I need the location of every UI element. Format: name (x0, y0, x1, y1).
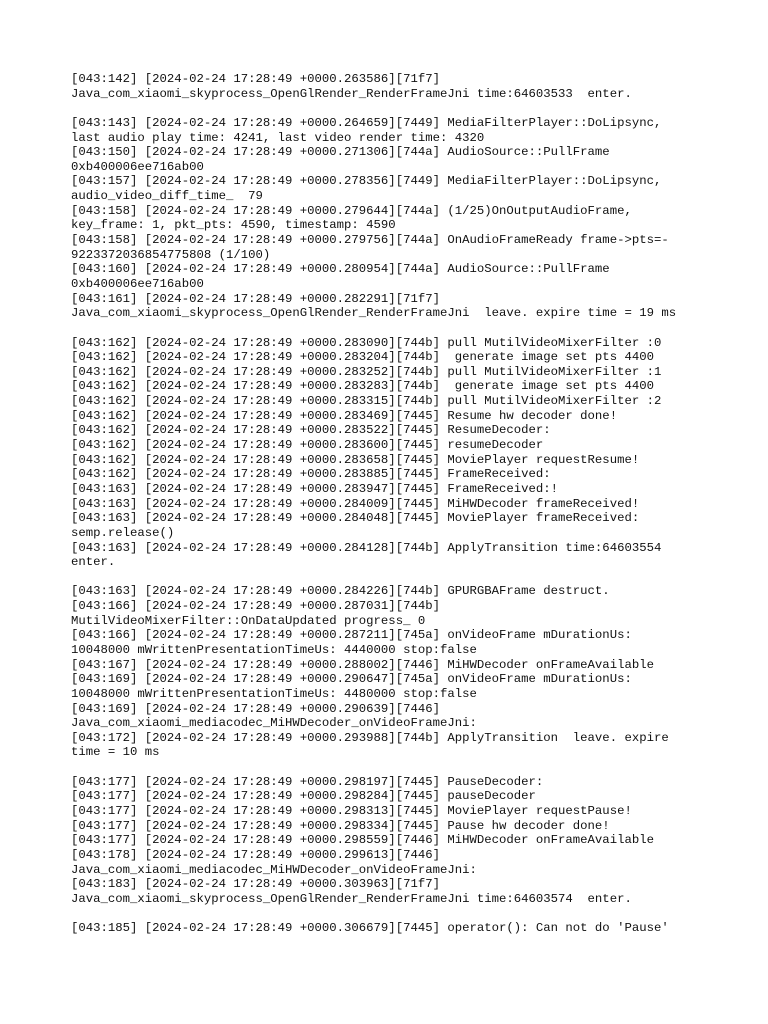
log-document (71, 72, 751, 936)
log-line: [043:161] [2024-02-24 17:28:49 +0000.282291][71f7] (71, 291, 440, 306)
log-line: [043:177] [2024-02-24 17:28:49 +0000.298313][7445] MoviePlayer requestPause! (71, 804, 632, 819)
log-line: last audio play time: 4241, last video render time: 4320 (71, 130, 485, 145)
log-line: [043:163] [2024-02-24 17:28:49 +0000.284009][7445] MiHWDecoder frameReceived! (71, 496, 640, 511)
log-line: [043:162] [2024-02-24 17:28:49 +0000.283658][7445] MoviePlayer requestResume! (71, 452, 640, 467)
log-line: [043:172] [2024-02-24 17:28:49 +0000.293988][744b] ApplyTransition leave. expire (71, 730, 669, 745)
log-line: 9223372036854775808 (1/100) (71, 247, 271, 262)
block-separator (71, 760, 751, 775)
log-line: [043:163] [2024-02-24 17:28:49 +0000.284128][744b] ApplyTransition time:64603554 (71, 540, 662, 555)
block-separator (71, 907, 751, 922)
log-line: [043:158] [2024-02-24 17:28:49 +0000.279644][744a] (1/25)OnOutputAudioFrame, (71, 203, 632, 218)
log-line: 10048000 mWrittenPresentationTimeUs: 4480000 stop:false (71, 686, 477, 701)
log-line: [043:177] [2024-02-24 17:28:49 +0000.298284][7445] pauseDecoder (71, 789, 536, 804)
block-separator (71, 321, 751, 336)
log-line: [043:185] [2024-02-24 17:28:49 +0000.306679][7445] operator(): Can not do 'Pause' (71, 921, 669, 936)
log-line: [043:163] [2024-02-24 17:28:49 +0000.283947][7445] FrameReceived:! (71, 481, 559, 496)
log-line: [043:162] [2024-02-24 17:28:49 +0000.283283][744b] generate image set pts 4400 (71, 379, 654, 394)
log-line: [043:143] [2024-02-24 17:28:49 +0000.264659][7449] MediaFilterPlayer::DoLipsync, (71, 115, 662, 130)
log-line: [043:166] [2024-02-24 17:28:49 +0000.287211][745a] onVideoFrame mDurationUs: (71, 628, 632, 643)
log-line: [043:163] [2024-02-24 17:28:49 +0000.284048][7445] MoviePlayer frameReceived: (71, 511, 640, 526)
log-line: [043:158] [2024-02-24 17:28:49 +0000.279756][744a] OnAudioFrameReady frame->pts=- (71, 233, 669, 248)
log-line: [043:177] [2024-02-24 17:28:49 +0000.298197][7445] PauseDecoder: (71, 774, 544, 789)
log-line: [043:177] [2024-02-24 17:28:49 +0000.298559][7446] MiHWDecoder onFrameAvailable (71, 833, 654, 848)
log-line: [043:167] [2024-02-24 17:28:49 +0000.288002][7446] MiHWDecoder onFrameAvailable (71, 657, 654, 672)
log-line: [043:183] [2024-02-24 17:28:49 +0000.303963][71f7] (71, 877, 440, 892)
log-line: [043:150] [2024-02-24 17:28:49 +0000.271306][744a] AudioSource::PullFrame (71, 145, 610, 160)
log-line: time = 10 ms (71, 745, 160, 760)
log-line: [043:162] [2024-02-24 17:28:49 +0000.283252][744b] pull MutilVideoMixerFilter :1 (71, 364, 662, 379)
log-line: key_frame: 1, pkt_pts: 4590, timestamp: 4590 (71, 218, 396, 233)
log-line: [043:157] [2024-02-24 17:28:49 +0000.278356][7449] MediaFilterPlayer::DoLipsync, (71, 174, 662, 189)
log-line: [043:142] [2024-02-24 17:28:49 +0000.263586][71f7] (71, 72, 440, 86)
log-line: 10048000 mWrittenPresentationTimeUs: 4440000 stop:false (71, 642, 477, 657)
log-line: 0xb400006ee716ab00 (71, 159, 204, 174)
block-separator (71, 570, 751, 585)
log-line: [043:162] [2024-02-24 17:28:49 +0000.283204][744b] generate image set pts 4400 (71, 350, 654, 365)
log-line: [043:162] [2024-02-24 17:28:49 +0000.283469][7445] Resume hw decoder done! (71, 408, 618, 423)
block-separator (71, 101, 751, 116)
log-line: [043:163] [2024-02-24 17:28:49 +0000.284226][744b] GPURGBAFrame destruct. (71, 584, 610, 599)
log-line: [043:162] [2024-02-24 17:28:49 +0000.283600][7445] resumeDecoder (71, 438, 544, 453)
log-line: semp.release() (71, 525, 175, 540)
log-line: audio_video_diff_time_ 79 (71, 189, 263, 204)
log-line: enter. (71, 555, 116, 570)
log-line: Java_com_xiaomi_skyprocess_OpenGlRender_RenderFrameJni time:64603574 enter. (71, 891, 632, 906)
log-line: [043:177] [2024-02-24 17:28:49 +0000.298334][7445] Pause hw decoder done! (71, 818, 610, 833)
log-line: Java_com_xiaomi_mediacodec_MiHWDecoder_onVideoFrameJni: (71, 716, 477, 731)
log-line: MutilVideoMixerFilter::OnDataUpdated progress_ 0 (71, 613, 426, 628)
log-line: Java_com_xiaomi_mediacodec_MiHWDecoder_onVideoFrameJni: (71, 862, 477, 877)
log-line: [043:162] [2024-02-24 17:28:49 +0000.283522][7445] ResumeDecoder: (71, 423, 551, 438)
log-line: [043:162] [2024-02-24 17:28:49 +0000.283885][7445] FrameReceived: (71, 467, 551, 482)
log-line: [043:162] [2024-02-24 17:28:49 +0000.283090][744b] pull MutilVideoMixerFilter :0 (71, 335, 662, 350)
log-line: Java_com_xiaomi_skyprocess_OpenGlRender_RenderFrameJni time:64603533 enter. (71, 86, 632, 101)
log-line: Java_com_xiaomi_skyprocess_OpenGlRender_RenderFrameJni leave. expire time = 19 ms (71, 306, 677, 321)
log-line: [043:169] [2024-02-24 17:28:49 +0000.290647][745a] onVideoFrame mDurationUs: (71, 672, 632, 687)
log-line: [043:169] [2024-02-24 17:28:49 +0000.290639][7446] (71, 701, 440, 716)
log-line: [043:178] [2024-02-24 17:28:49 +0000.299613][7446] (71, 847, 440, 862)
log-line: [043:166] [2024-02-24 17:28:49 +0000.287031][744b] (71, 599, 440, 614)
log-line: [043:162] [2024-02-24 17:28:49 +0000.283315][744b] pull MutilVideoMixerFilter :2 (71, 394, 662, 409)
log-line: [043:160] [2024-02-24 17:28:49 +0000.280954][744a] AudioSource::PullFrame (71, 262, 610, 277)
log-line: 0xb400006ee716ab00 (71, 276, 204, 291)
